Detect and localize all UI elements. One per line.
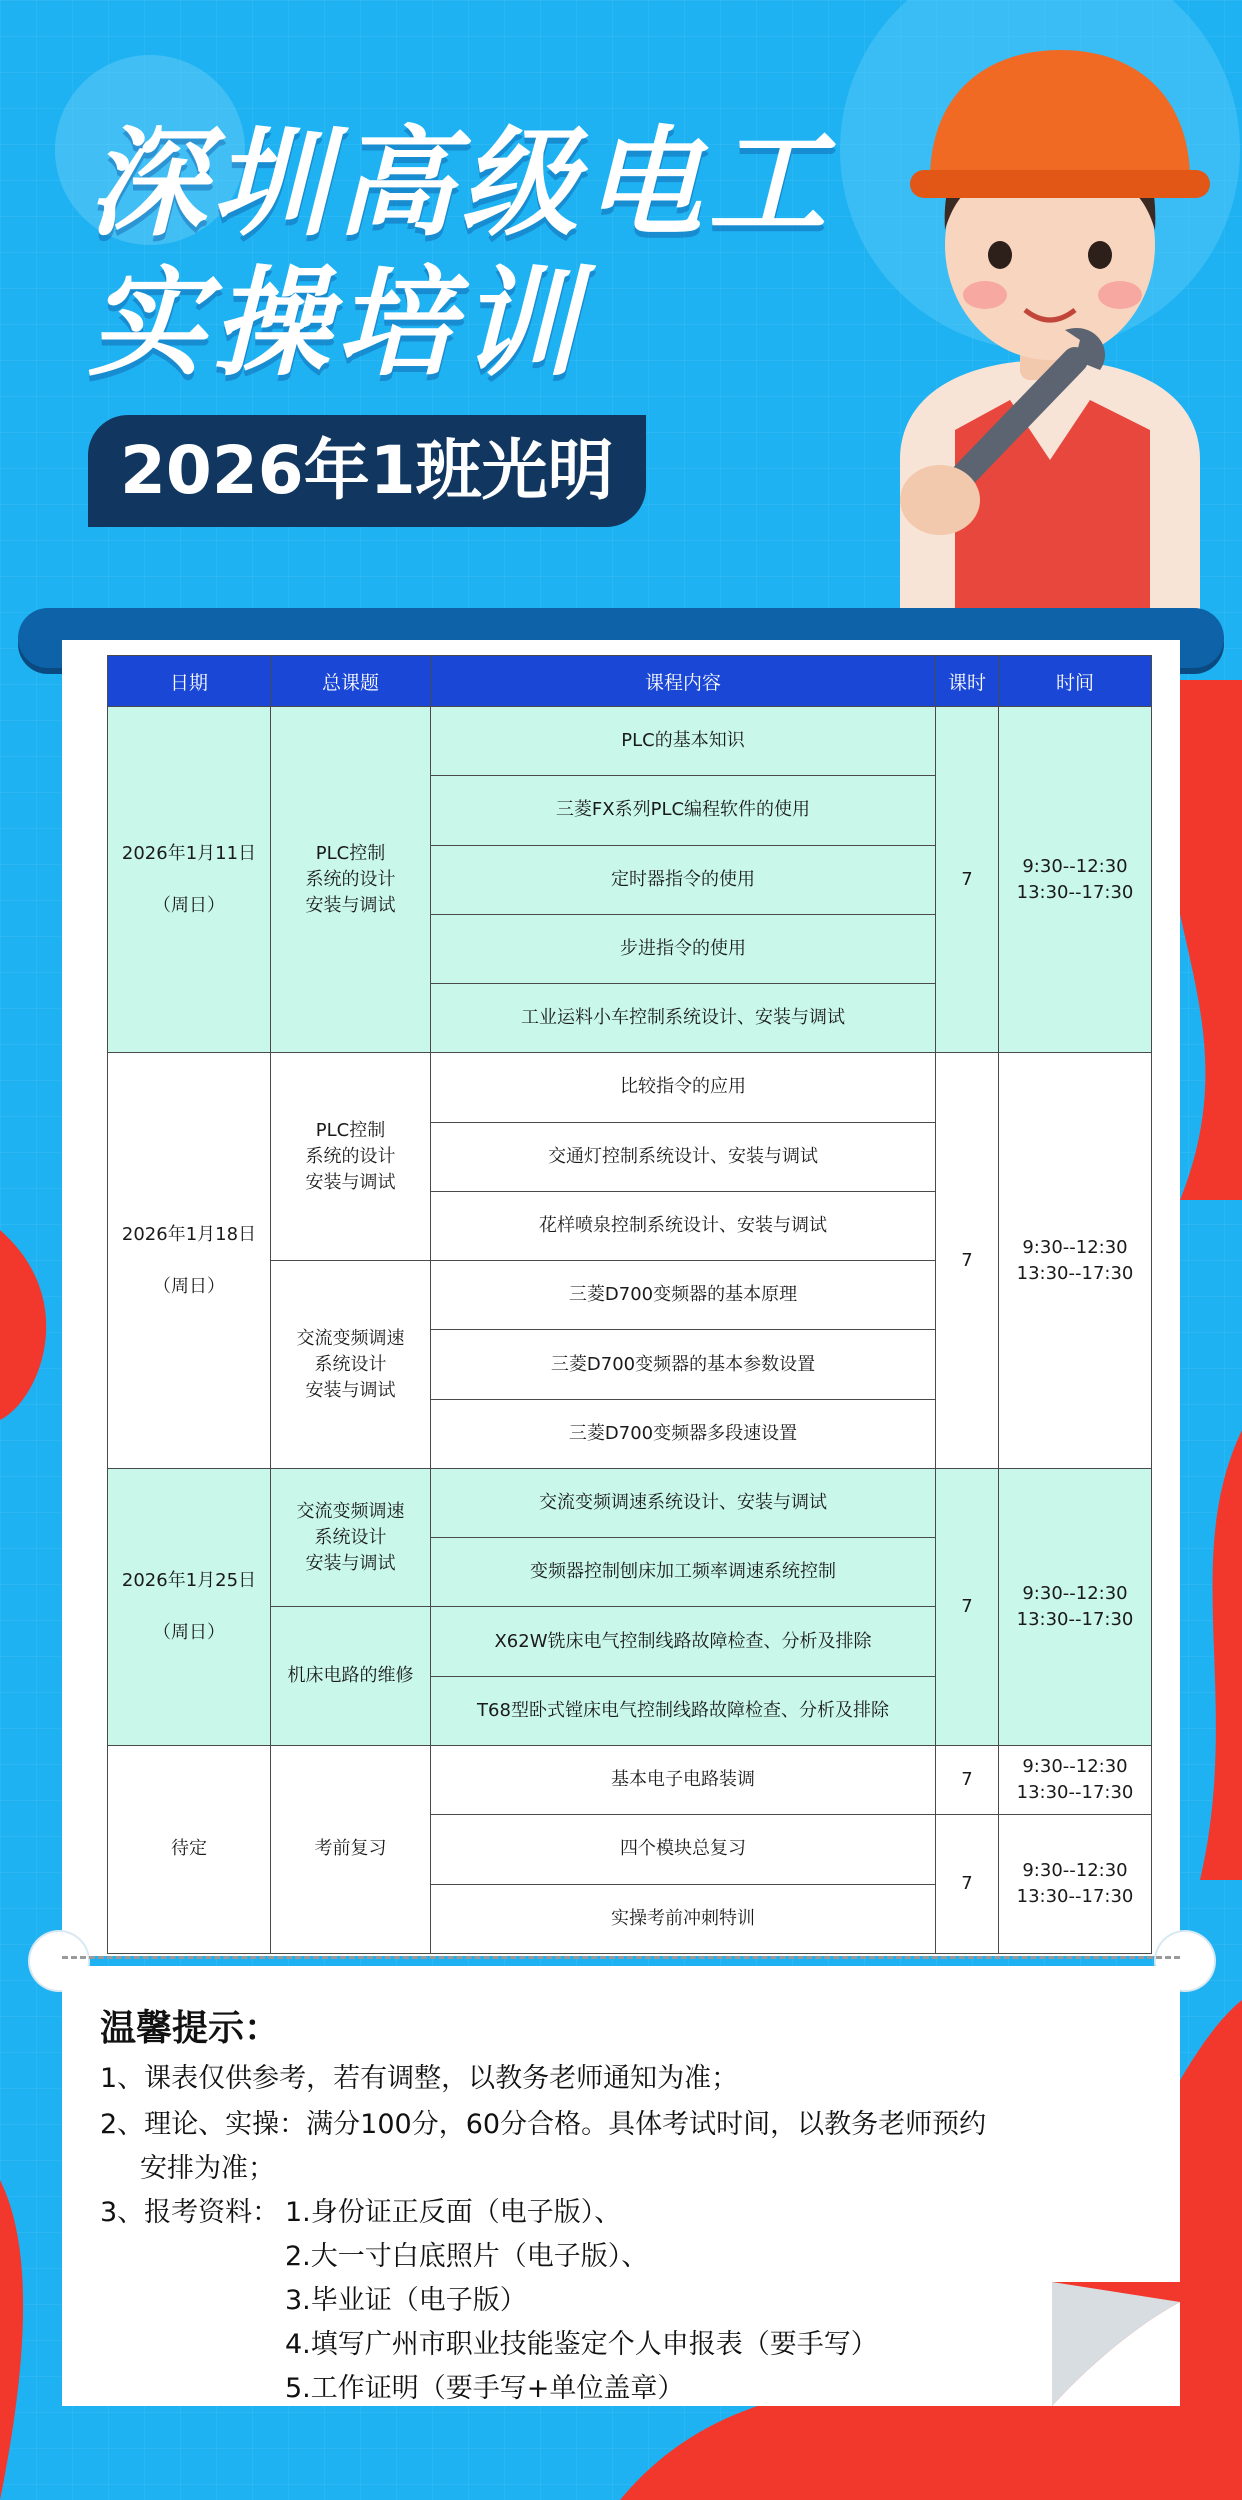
content-cell: 花样喷泉控制系统设计、安装与调试 — [431, 1191, 936, 1260]
content-cell: 三菱D700变频器的基本原理 — [431, 1261, 936, 1330]
content-cell: 实操考前冲刺特训 — [431, 1884, 936, 1953]
hours-cell: 7 — [936, 1745, 999, 1814]
note-line-3-label: 3、报考资料： — [100, 2197, 280, 2228]
material-item: 1.身份证正反面（电子版）、 — [285, 2197, 622, 2228]
material-item: 5.工作证明（要手写+单位盖章） — [285, 2373, 685, 2404]
title-line-2: 实操培训 — [88, 254, 585, 392]
date-cell: 2026年1月11日 （周日） — [108, 707, 271, 1053]
table-row — [108, 707, 1152, 776]
date-cell: 2026年1月18日 （周日） — [108, 1053, 271, 1469]
note-line-2: 2、理论、实操：满分100分，60分合格。具体考试时间，以教务老师预约 — [100, 2109, 987, 2140]
content-cell: PLC的基本知识 — [431, 707, 936, 776]
date-cell: 2026年1月25日 （周日） — [108, 1468, 271, 1745]
time-cell: 9:30--12:30 13:30--17:30 — [999, 1815, 1152, 1954]
hours-cell: 7 — [936, 1053, 999, 1469]
topic-cell: PLC控制 系统的设计 安装与调试 — [271, 707, 431, 1053]
content-cell: 比较指令的应用 — [431, 1053, 936, 1122]
topic-cell: 交流变频调速 系统设计 安装与调试 — [271, 1261, 431, 1469]
header-topic: 总课题 — [271, 656, 431, 707]
time-cell: 9:30--12:30 13:30--17:30 — [999, 1745, 1152, 1814]
topic-cell: 考前复习 — [271, 1745, 431, 1953]
content-cell: 定时器指令的使用 — [431, 845, 936, 914]
note-line-1: 1、课表仅供参考，若有调整，以教务老师通知为准； — [100, 2063, 739, 2094]
topic-cell: PLC控制 系统的设计 安装与调试 — [271, 1053, 431, 1261]
note-line-2-cont: 安排为准； — [140, 2153, 275, 2184]
page-curl — [1052, 2282, 1180, 2406]
header-time: 时间 — [999, 656, 1152, 707]
hours-cell: 7 — [936, 1815, 999, 1954]
topic-cell: 交流变频调速 系统设计 安装与调试 — [271, 1468, 431, 1607]
material-item: 3.毕业证（电子版） — [285, 2285, 527, 2316]
title-line-1: 深圳高级电工 — [88, 114, 833, 252]
content-cell: 三菱D700变频器的基本参数设置 — [431, 1330, 936, 1399]
content-cell: T68型卧式镗床电气控制线路故障检查、分析及排除 — [431, 1676, 936, 1745]
table-row — [108, 1745, 1152, 1814]
hours-cell: 7 — [936, 1468, 999, 1745]
subtitle-badge: 2026年1班光明 — [88, 415, 646, 527]
content-cell: 三菱D700变频器多段速设置 — [431, 1399, 936, 1468]
table-header-row — [108, 656, 1152, 707]
table-row — [108, 1468, 1152, 1537]
content-cell: 四个模块总复习 — [431, 1815, 936, 1884]
header-date: 日期 — [108, 656, 271, 707]
topic-cell: 机床电路的维修 — [271, 1607, 431, 1746]
header-content: 课程内容 — [431, 656, 936, 707]
content-cell: 三菱FX系列PLC编程软件的使用 — [431, 776, 936, 845]
header-hours: 课时 — [936, 656, 999, 707]
hours-cell: 7 — [936, 707, 999, 1053]
content-cell: 变频器控制刨床加工频率调速系统控制 — [431, 1538, 936, 1607]
notes-title: 温馨提示： — [100, 2008, 281, 2049]
table-row — [108, 1053, 1152, 1122]
time-cell: 9:30--12:30 13:30--17:30 — [999, 1053, 1152, 1469]
content-cell: 交流变频调速系统设计、安装与调试 — [431, 1468, 936, 1537]
material-item: 2.大一寸白底照片（电子版）、 — [285, 2241, 649, 2272]
time-cell: 9:30--12:30 13:30--17:30 — [999, 1468, 1152, 1745]
content-cell: X62W铣床电气控制线路故障检查、分析及排除 — [431, 1607, 936, 1676]
content-cell: 交通灯控制系统设计、安装与调试 — [431, 1122, 936, 1191]
content-cell: 工业运料小车控制系统设计、安装与调试 — [431, 984, 936, 1053]
content-cell: 步进指令的使用 — [431, 914, 936, 983]
date-cell: 待定 — [108, 1745, 271, 1953]
worker-illustration — [860, 30, 1242, 630]
content-cell: 基本电子电路装调 — [431, 1745, 936, 1814]
schedule-table — [107, 655, 1152, 1954]
time-cell: 9:30--12:30 13:30--17:30 — [999, 707, 1152, 1053]
material-item: 4.填写广州市职业技能鉴定个人申报表（要手写） — [285, 2329, 878, 2360]
